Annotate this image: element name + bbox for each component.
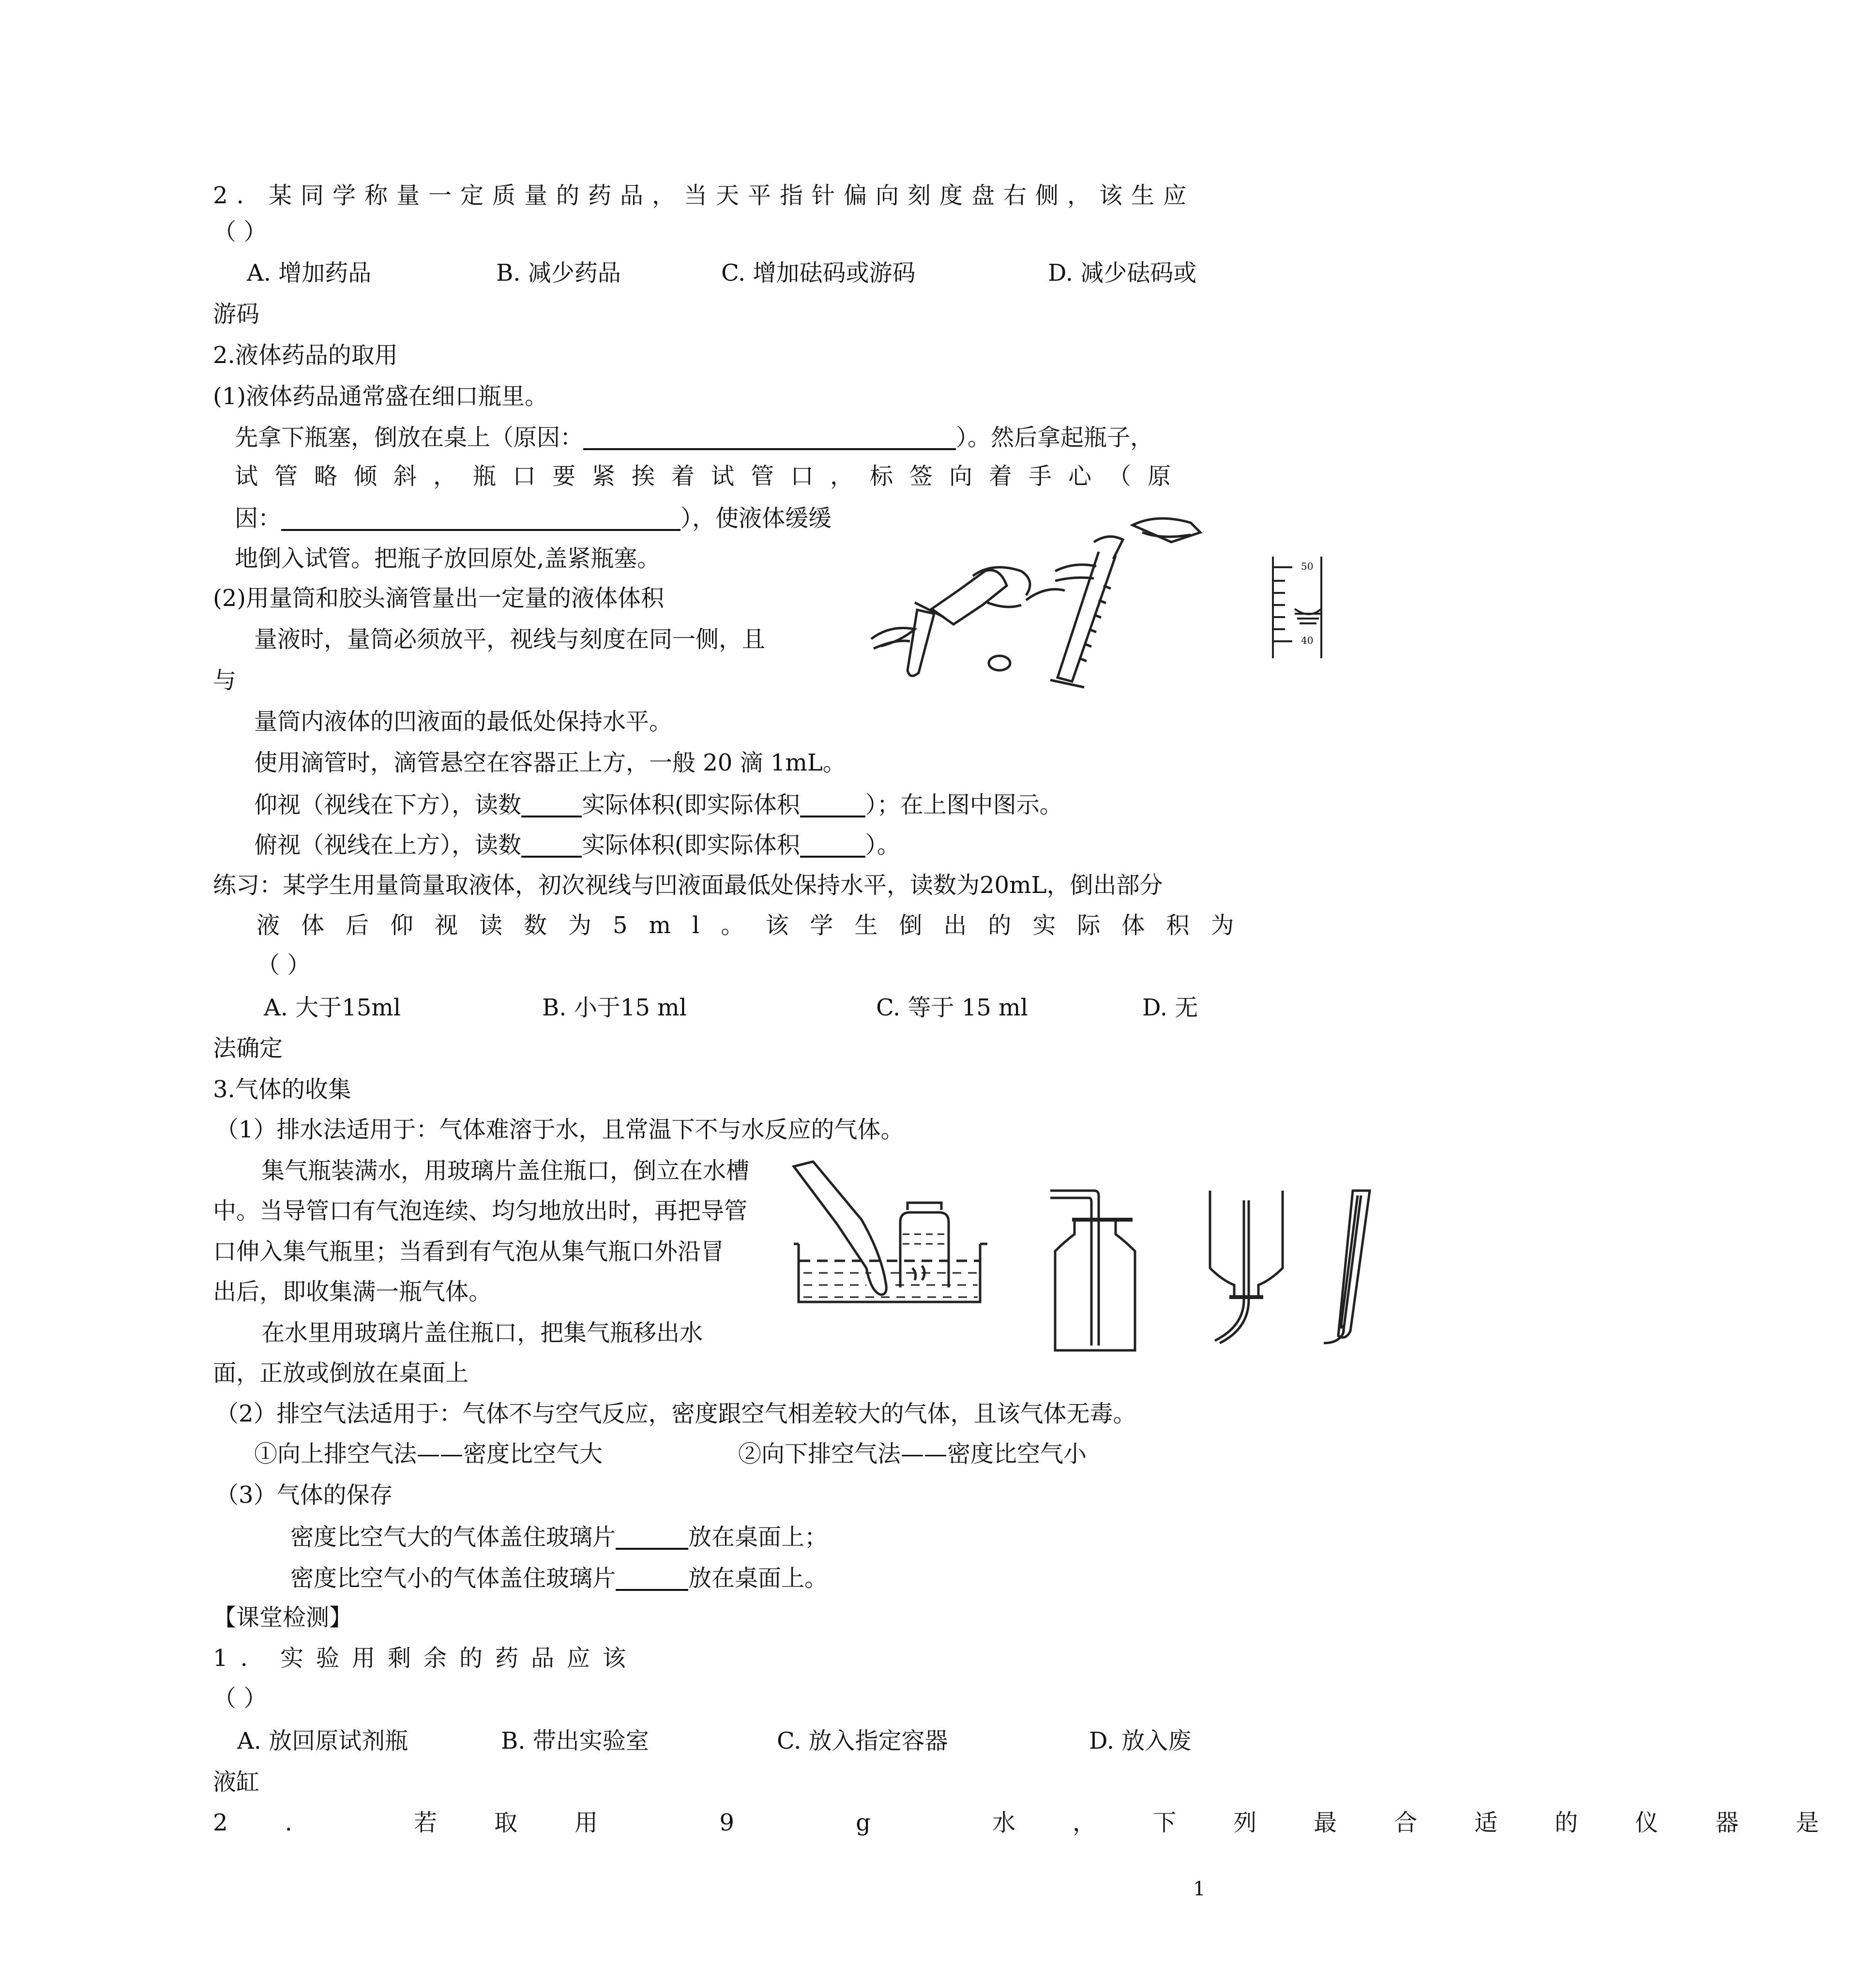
gas-sub2: （2）排空气法适用于：气体不与空气反应，密度跟空气相差较大的气体，且该气体无毒。: [215, 1400, 1136, 1427]
gas-para-line1: 集气瓶装满水，用玻璃片盖住瓶口，倒立在水槽: [261, 1157, 750, 1184]
practice-option-d-cont: 法确定: [213, 1035, 283, 1062]
gas-sub1: （1）排水法适用于：气体难溶于水，且常温下不与水反应的气体。: [215, 1116, 904, 1143]
gas-para-line2: 中。当导管口有气泡连续、均匀地放出时，再把导管: [213, 1197, 748, 1225]
q2-paren: （ ）: [213, 218, 267, 245]
cylinder-pouring-figure: [1045, 513, 1210, 692]
gas-store-line1-b: 放在桌面上；: [688, 1524, 828, 1551]
liquid-line1-b: ）。然后拿起瓶子，: [956, 424, 1154, 451]
liquid-line4: 地倒入试管。把瓶子放回原处,盖紧瓶塞。: [235, 545, 661, 572]
liquid-line8-b: 实际体积(即实际体积: [582, 791, 800, 818]
q2-option-a: A. 增加药品: [247, 259, 372, 287]
meniscus-scale-figure: [1268, 552, 1326, 663]
liquid-line6: 量筒内液体的凹液面的最低处保持水平。: [254, 708, 673, 735]
blank-store-light[interactable]: [616, 1566, 688, 1591]
gas-store-line2: [290, 1566, 828, 1591]
scale-label-50: 50: [1301, 560, 1314, 572]
gas-sub3: （3）气体的保存: [215, 1482, 393, 1509]
liquid-line8: [254, 792, 1063, 817]
gas-method-down: ②向下排空气法——密度比空气小: [738, 1440, 1087, 1467]
blank-reason-label[interactable]: [281, 506, 681, 531]
practice-option-d: D. 无: [1142, 994, 1198, 1021]
gas-para-line4: 出后，即收集满一瓶气体。: [213, 1278, 492, 1305]
blank-look-down-reading[interactable]: [521, 832, 582, 858]
liquid-line5: 量液时，量筒必须放平，视线与刻度在同一侧，且: [254, 626, 766, 653]
blank-reason-stopper[interactable]: [583, 425, 956, 450]
gas-store-line1-a: 密度比空气大的气体盖住玻璃片: [290, 1524, 616, 1551]
liquid-line9-b: 实际体积(即实际体积: [582, 832, 800, 859]
blank-look-up-actual[interactable]: [800, 792, 865, 817]
liquid-line9-a: 俯视（视线在上方），读数: [254, 832, 522, 859]
liquid-line3-b: ），使液体缓缓: [681, 505, 832, 532]
practice-line1: 练习：某学生用量筒量取液体，初次视线与凹液面最低处保持水平，读数为20mL，倒出部分: [213, 872, 1163, 899]
downward-displacement-figure: [1200, 1186, 1292, 1346]
water-displacement-figure: [784, 1157, 987, 1316]
test-tube-collect-figure: [1316, 1186, 1379, 1350]
gas-para-line3: 口伸入集气瓶里；当看到有气泡从集气瓶口外沿冒: [213, 1238, 725, 1265]
scale-label-40: 40: [1301, 635, 1314, 646]
check-q1-option-c: C. 放入指定容器: [777, 1727, 948, 1754]
liquid-line1: [235, 425, 1153, 450]
check-q1-paren: （ ）: [213, 1685, 267, 1712]
liquid-line9-c: ）。: [865, 832, 900, 859]
q2-stem: 2. 某同学称量一定质量的药品，当天平指针偏向刻度盘右侧，该生应: [213, 182, 1195, 209]
liquid-line3: [235, 506, 832, 531]
liquid-line1-a: 先拿下瓶塞，倒放在桌上（原因：: [235, 424, 584, 451]
gas-heading: 3.气体的收集: [213, 1076, 351, 1103]
page-number: 1: [1193, 1878, 1206, 1900]
liquid-line8-a: 仰视（视线在下方），读数: [254, 791, 522, 818]
liquid-line7: 使用滴管时，滴管悬空在容器正上方，一般 20 滴 1mL。: [254, 749, 846, 776]
practice-option-c: C. 等于 15 ml: [876, 994, 1028, 1021]
upward-displacement-figure: [1036, 1186, 1147, 1360]
q2-option-b: B. 减少药品: [496, 259, 621, 287]
practice-option-a: A. 大于15ml: [264, 994, 401, 1021]
blank-look-down-actual[interactable]: [800, 832, 865, 858]
check-q1-option-a: A. 放回原试剂瓶: [237, 1727, 408, 1754]
gas-para-line6: 面，正放或倒放在桌面上: [213, 1360, 469, 1387]
gas-store-line2-a: 密度比空气小的气体盖住玻璃片: [290, 1565, 616, 1592]
check-q2: 2. 若取用 9 g 水，下列最合适的仪器是: [213, 1809, 1876, 1836]
liquid-heading: 2.液体药品的取用: [213, 342, 398, 369]
blank-look-up-reading[interactable]: [521, 792, 582, 817]
gas-method-up: ①向上排空气法——密度比空气大: [254, 1440, 603, 1467]
liquid-line5-cont: 与: [213, 667, 237, 694]
liquid-line8-c: ）；在上图中图示。: [865, 791, 1063, 818]
check-heading: 【课堂检测】: [213, 1604, 353, 1631]
liquid-line9: [254, 832, 900, 858]
liquid-sub1: (1)液体药品通常盛在细口瓶里。: [213, 383, 548, 410]
blank-store-heavy[interactable]: [616, 1525, 688, 1550]
gas-para-line5: 在水里用玻璃片盖住瓶口，把集气瓶移出水: [261, 1319, 703, 1346]
q2-option-c: C. 增加砝码或游码: [721, 259, 916, 287]
check-q1-option-d-cont: 液缸: [213, 1769, 260, 1796]
practice-paren: （ ）: [257, 952, 311, 979]
liquid-sub2: (2)用量筒和胶头滴管量出一定量的液体体积: [213, 585, 664, 612]
q2-option-d: D. 减少砝码或: [1048, 259, 1197, 287]
practice-line2: 液体后仰视读数为5ml。该学生倒出的实际体积为: [257, 912, 1256, 939]
check-q1: 1. 实验用剩余的药品应该: [213, 1645, 639, 1672]
check-q1-option-d: D. 放入废: [1089, 1727, 1192, 1754]
liquid-line3-a: 因：: [235, 505, 282, 532]
gas-store-line2-b: 放在桌面上。: [688, 1565, 828, 1592]
q2-option-d-cont: 游码: [213, 301, 260, 328]
gas-store-line1: [290, 1525, 828, 1550]
practice-option-b: B. 小于15 ml: [542, 994, 687, 1021]
liquid-line2: 试管略倾斜，瓶口要紧挨着试管口，标签向着手心（原: [235, 463, 1188, 490]
check-q1-option-b: B. 带出实验室: [501, 1727, 649, 1754]
